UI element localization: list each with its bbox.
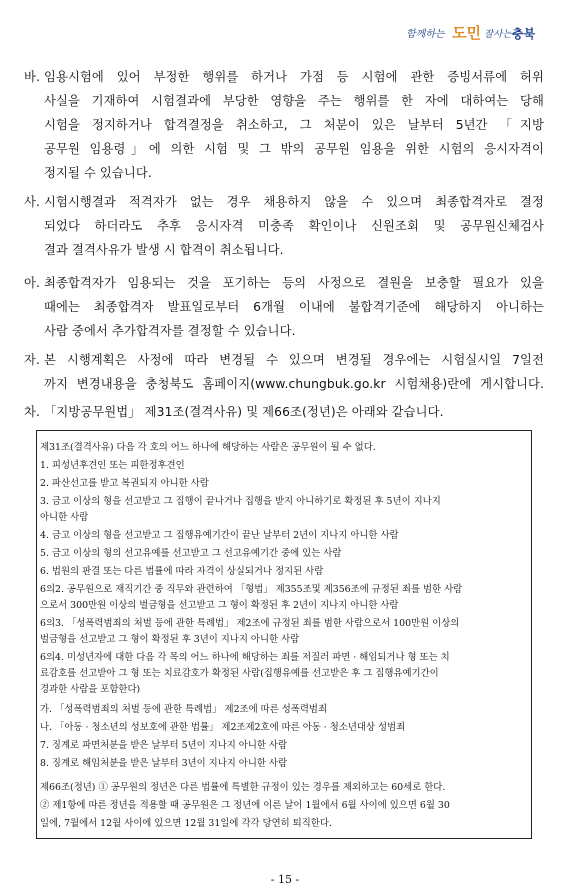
paragraph-marker: 바. <box>24 70 40 84</box>
paragraph-line: 시험을 정지하거나 합격결정을 취소하고, 그 처분이 있은 날부터 5년간 「지방 <box>44 118 544 132</box>
paragraph-line: 결과 결격사유가 발생 시 합격이 취소됩니다. <box>44 243 284 257</box>
paragraph-line: 때에는 최종합격자 발표일로부터 6개월 이내에 불합격기준에 해당하지 아니하는 <box>44 300 544 314</box>
article-item: 6의4. 미성년자에 대한 다음 각 목의 어느 하나에 해당하는 죄를 저질러 파면 · 해임되거나 형 또는 치 <box>40 652 450 663</box>
paragraph-ja <box>24 348 544 396</box>
paragraph-marker: 아. <box>24 276 40 290</box>
article-66-heading: 제66조(정년) ① 공무원의 정년은 다른 법률에 특별한 규정이 있는 경우를 제외하고는 60세로 한다. <box>40 782 446 793</box>
logo-graphic <box>406 16 536 46</box>
article-item: 3. 금고 이상의 형을 선고받고 그 집행이 끝나거나 집행을 받지 아니하기로 확정된 후 5년이 지나지 <box>40 496 441 507</box>
paragraph-line: 시험시행결과 적격자가 없는 경우 채용하지 않을 수 있으며 최종합격자로 결정 <box>44 195 544 209</box>
svg-text:충북: 충북 <box>512 27 536 41</box>
article-item: 8. 징계로 해임처분을 받은 날부터 3년이 지나지 아니한 사람 <box>40 758 288 769</box>
article-item-continued: 아니한 사람 <box>40 512 89 523</box>
paragraph-line: 사실을 기재하여 시험결과에 부당한 영향을 주는 행위를 한 자에 대하여는 당해 <box>44 94 544 108</box>
paragraph-line: 되었다 하더라도 추후 응시자격 미충족 확인이나 신원조회 및 공무원신체검사 <box>44 219 544 233</box>
article-item: 6의3. 「성폭력범죄의 처벌 등에 관한 특례법」 제2조에 규정된 죄를 범한 사람으로서 100만원 이상의 <box>40 618 460 629</box>
paragraph-line: 본 시행계획은 사정에 따라 변경될 수 있으며 변경될 경우에는 시험실시일 7일전 <box>44 353 544 367</box>
article-66-clause-continued: 일에, 7월에서 12월 사이에 있으면 12월 31일에 각각 당연히 퇴직한다. <box>40 818 332 829</box>
article-item: 4. 금고 이상의 형을 선고받고 그 집행유예기간이 끝난 날부터 2년이 지나지 아니한 사람 <box>40 530 399 541</box>
svg-text:함께하는: 함께하는 <box>406 29 445 40</box>
chungbuk-slogan-logo <box>406 16 536 46</box>
paragraph-line: 정지될 수 있습니다. <box>44 166 152 180</box>
article-item-continued: 료감호를 선고받아 그 형 또는 치료감호가 확정된 사람(집행유예를 선고받은 후 그 집행유예기간이 <box>40 668 439 679</box>
paragraph-cha <box>24 400 544 424</box>
article-item: 7. 징계로 파면처분을 받은 날부터 5년이 지나지 아니한 사람 <box>40 740 288 751</box>
paragraph-sa <box>24 190 544 262</box>
article-item: 2. 파산선고를 받고 복권되지 아니한 사람 <box>40 478 209 489</box>
paragraph-line: 최종합격자가 임용되는 것을 포기하는 등의 사정으로 결원을 보충할 필요가 있을 <box>44 276 544 290</box>
paragraph-line: 「지방공무원법」 제31조(결격사유) 및 제66조(정년)은 아래와 같습니다. <box>44 405 444 419</box>
article-item-continued: 으로서 300만원 이상의 벌금형을 선고받고 그 형이 확정된 후 2년이 지나지 아니한 사람 <box>40 600 399 611</box>
article-item: 6. 법원의 판결 또는 다른 법률에 따라 자격이 상실되거나 정지된 사람 <box>40 566 324 577</box>
article-sub-item: 나. 「아동 · 청소년의 성보호에 관한 법률」 제2조제2호에 따른 아동 · 청소년대상 성범죄 <box>40 722 406 733</box>
paragraph-ba <box>24 65 544 185</box>
svg-text:도민: 도민 <box>452 24 481 42</box>
svg-text:잘사는: 잘사는 <box>484 29 512 40</box>
paragraph-line: 까지 변경내용을 충청북도 홈페이지(www.chungbuk.go.kr 시험채용)란에 게시합니다. <box>44 377 544 391</box>
article-31-heading: 제31조(결격사유) 다음 각 호의 어느 하나에 해당하는 사람은 공무원이 될 수 없다. <box>40 442 376 453</box>
paragraph-line: 사람 중에서 추가합격자를 결정할 수 있습니다. <box>44 324 296 338</box>
article-sub-item: 가. 「성폭력범죄의 처벌 등에 관한 특례법」 제2조에 따른 성폭력범죄 <box>40 704 327 715</box>
article-item: 6의2. 공무원으로 재직기간 중 직무와 관련하여 「형법」 제355조및 제356조에 규정된 죄를 범한 사람 <box>40 584 463 595</box>
page-number: - 15 - <box>270 873 300 886</box>
paragraph-a <box>24 271 544 343</box>
article-item: 1. 피성년후견인 또는 피한정후견인 <box>40 460 185 471</box>
paragraph-marker: 사. <box>24 195 40 209</box>
paragraph-marker: 차. <box>24 405 40 419</box>
article-item-continued: 벌금형을 선고받고 그 형이 확정된 후 3년이 지나지 아니한 사람 <box>40 634 300 645</box>
article-item-continued: 경과한 사람을 포함한다) <box>40 684 141 695</box>
article-item: 5. 금고 이상의 형의 선고유예를 선고받고 그 선고유예기간 중에 있는 사람 <box>40 548 342 559</box>
paragraph-marker: 자. <box>24 353 40 367</box>
paragraph-line: 임용시험에 있어 부정한 행위를 하거나 가점 등 시험에 관한 증빙서류에 허위 <box>44 70 544 84</box>
article-66-clause: ② 제1항에 따른 정년을 적용할 때 공무원은 그 정년에 이른 날이 1월에서 6월 사이에 있으면 6월 30 <box>40 800 450 811</box>
paragraph-line: 공무원 임용령」에 의한 시험 및 그 밖의 공무원 임용을 위한 시험의 응시자격이 <box>44 142 544 156</box>
